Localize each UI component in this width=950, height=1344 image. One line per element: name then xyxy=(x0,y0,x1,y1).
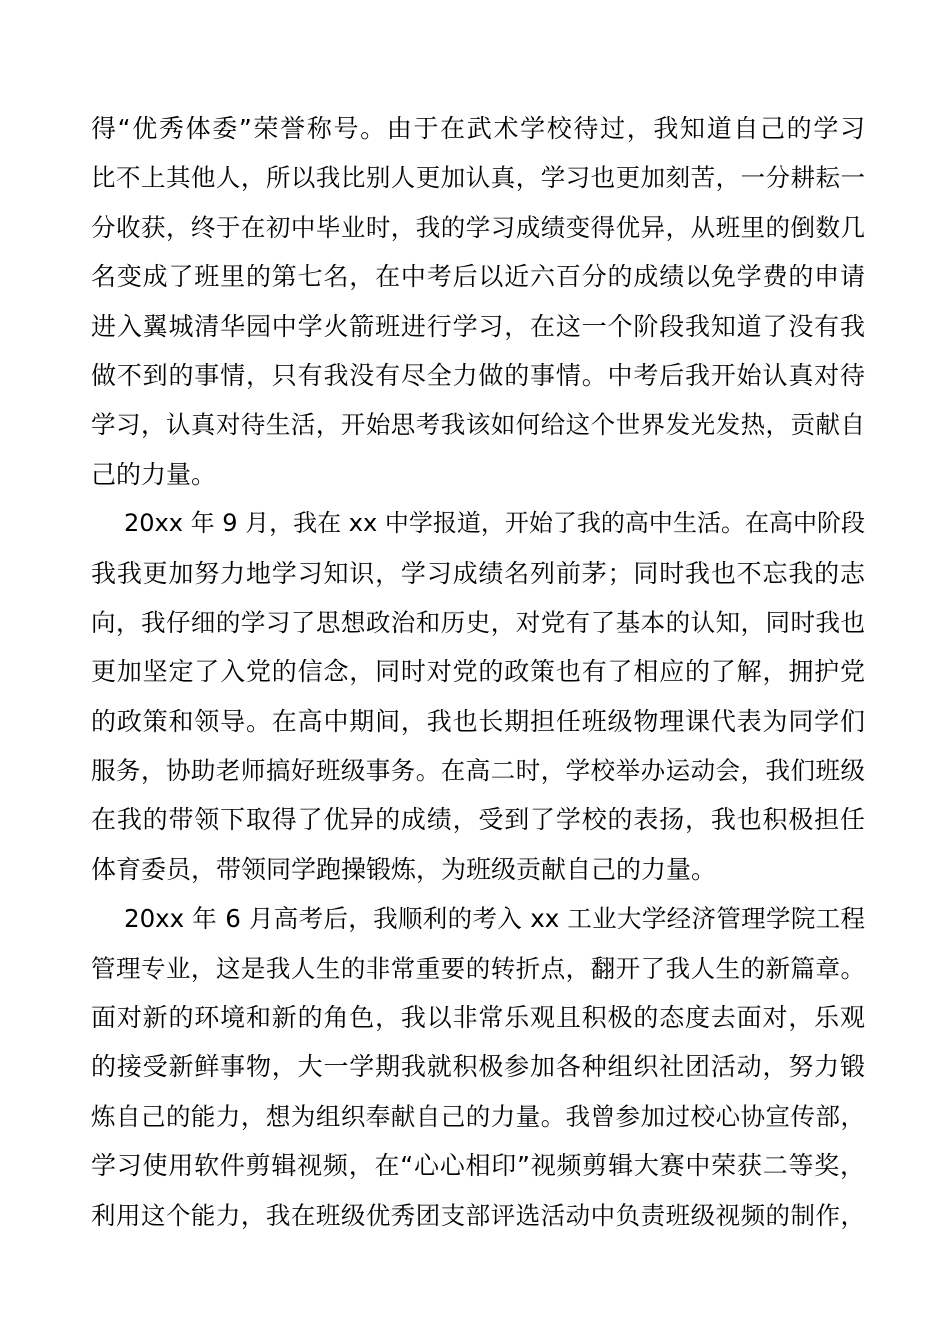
text-line: 我我更加努力地学习知识，学习成绩名列前茅；同时我也不忘我的志 xyxy=(91,558,865,588)
text-line: 服务，协助老师搞好班级事务。在高二时，学校举办运动会，我们班级 xyxy=(91,756,865,786)
paragraph-start-line: 20xx 年 6 月高考后，我顺利的考入 xx 工业大学经济管理学院工程 xyxy=(124,904,865,934)
text-line: 做不到的事情，只有我没有尽全力做的事情。中考后我开始认真对待 xyxy=(91,360,865,390)
text-line: 得“优秀体委”荣誉称号。由于在武术学校待过，我知道自己的学习 xyxy=(91,114,865,143)
text-line: 在我的带领下取得了优异的成绩，受到了学校的表扬，我也积极担任 xyxy=(91,805,865,835)
text-line: 向，我仔细的学习了思想政治和历史，对党有了基本的认知，同时我也 xyxy=(91,607,865,637)
text-line: 比不上其他人，所以我比别人更加认真，学习也更加刻苦，一分耕耘一 xyxy=(91,163,865,193)
text-line: 面对新的环境和新的角色，我以非常乐观且积极的态度去面对，乐观 xyxy=(91,1003,865,1033)
text-line: 管理专业，这是我人生的非常重要的转折点，翻开了我人生的新篇章。 xyxy=(91,953,865,983)
text-line: 分收获，终于在初中毕业时，我的学习成绩变得优异，从班里的倒数几 xyxy=(91,212,865,242)
paragraph-end-line: 体育委员，带领同学跑操锻炼，为班级贡献自己的力量。 xyxy=(91,854,717,884)
text-line: 学习使用软件剪辑视频，在“心心相印”视频剪辑大赛中荣获二等奖， xyxy=(91,1151,865,1181)
text-line: 学习，认真对待生活，开始思考我该如何给这个世界发光发热，贡献自 xyxy=(91,410,865,440)
text-line: 的政策和领导。在高中期间，我也长期担任班级物理课代表为同学们 xyxy=(91,706,865,736)
text-line: 的接受新鲜事物，大一学期我就积极参加各种组织社团活动，努力锻 xyxy=(91,1052,865,1082)
text-line: 利用这个能力，我在班级优秀团支部评选活动中负责班级视频的制作， xyxy=(91,1200,865,1230)
text-line: 名变成了班里的第七名，在中考后以近六百分的成绩以免学费的申请 xyxy=(91,262,865,292)
paragraph-start-line: 20xx 年 9 月，我在 xx 中学报道，开始了我的高中生活。在高中阶段 xyxy=(124,509,865,538)
text-line: 进入翼城清华园中学火箭班进行学习，在这一个阶段我知道了没有我 xyxy=(91,311,865,341)
paragraph-end-line: 己的力量。 xyxy=(91,459,217,489)
text-line: 炼自己的能力，想为组织奉献自己的力量。我曾参加过校心协宣传部， xyxy=(91,1101,865,1131)
text-line: 更加坚定了入党的信念，同时对党的政策也有了相应的了解，拥护党 xyxy=(91,657,865,687)
document-body xyxy=(91,104,865,1240)
